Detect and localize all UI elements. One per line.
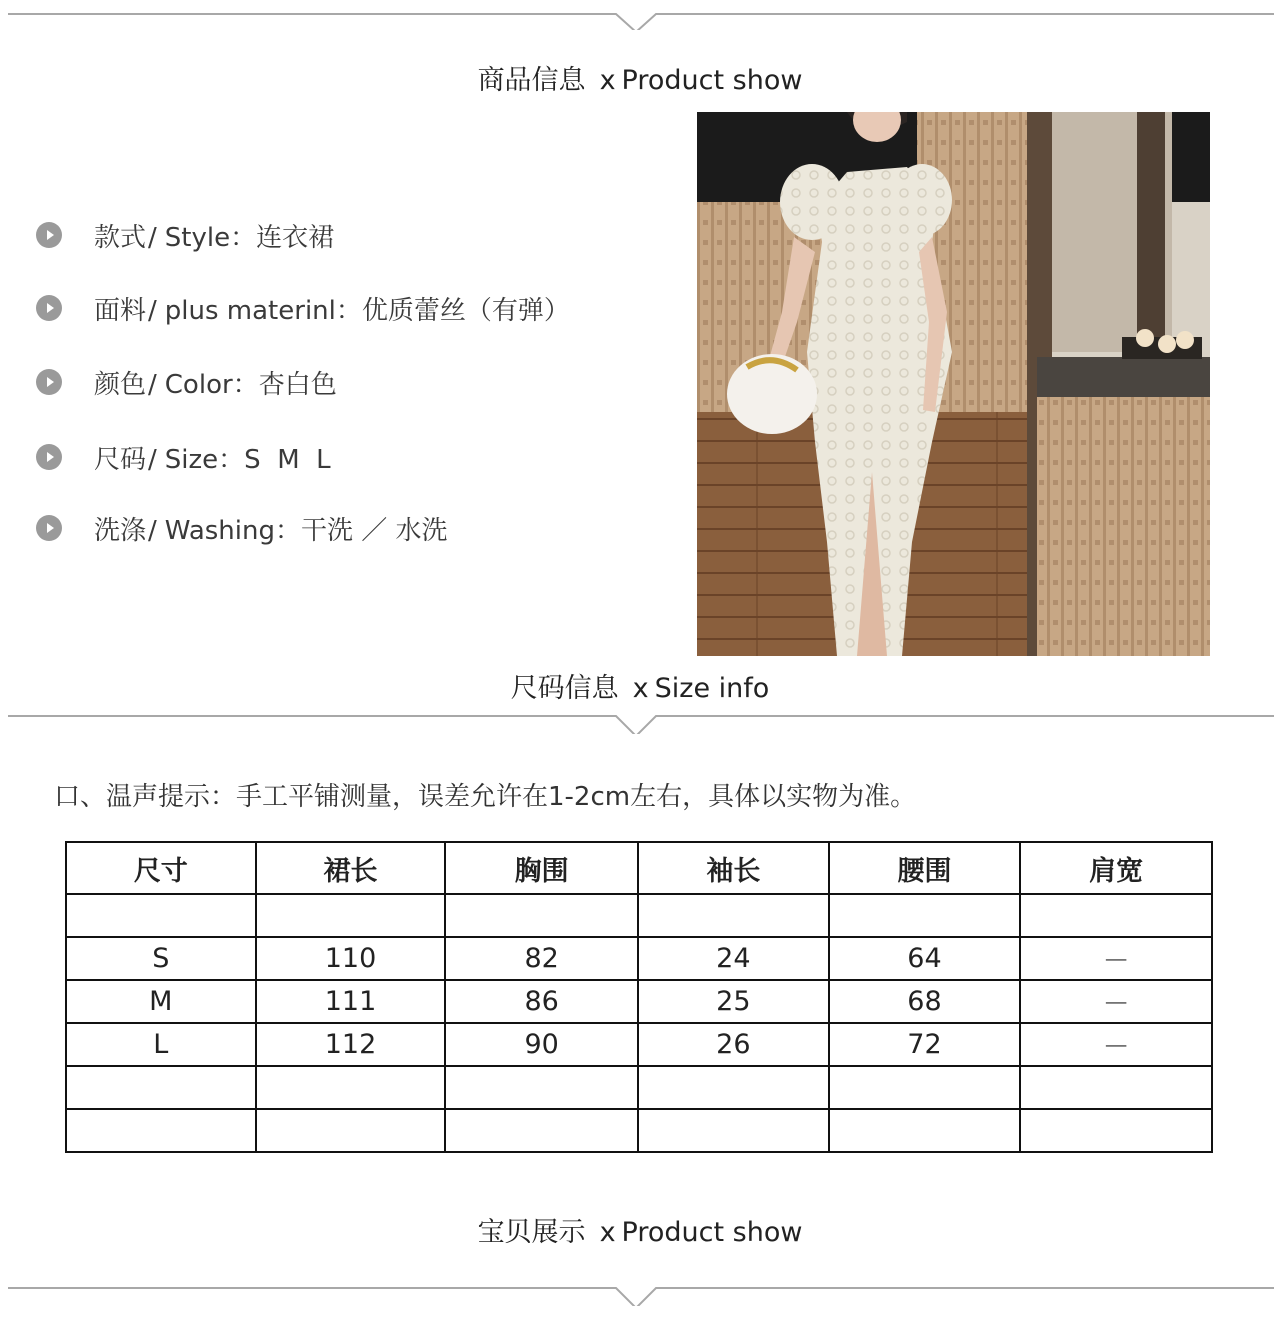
table-cell — [256, 1109, 446, 1152]
table-cell — [445, 894, 638, 937]
table-cell — [66, 894, 256, 937]
table-cell: 111 — [256, 980, 446, 1023]
table-cell — [638, 1109, 829, 1152]
table-cell: 64 — [829, 937, 1021, 980]
table-cell: 68 — [829, 980, 1021, 1023]
table-cell: 82 — [445, 937, 638, 980]
spec-item-material: 面料/ plus materinl：优质蕾丝（有弹） — [36, 288, 570, 328]
table-cell: 26 — [638, 1023, 829, 1066]
table-row — [66, 1023, 1212, 1066]
table-cell — [256, 1066, 446, 1109]
column-header: 胸围 — [445, 842, 638, 894]
table-row — [66, 980, 1212, 1023]
bullet-arrow-icon — [36, 295, 62, 321]
section-divider-top — [0, 0, 1280, 30]
bullet-arrow-icon — [36, 444, 62, 470]
measurement-note: 口、温声提示：手工平铺测量，误差允许在1-2cm左右，具体以实物为准。 — [54, 782, 917, 812]
table-cell: M — [66, 980, 256, 1023]
table-row — [66, 937, 1212, 980]
spec-item-washing: 洗涤/ Washing：干洗 ／ 水洗 — [36, 508, 448, 548]
table-cell: 86 — [445, 980, 638, 1023]
spec-item-style: 款式/ Style：连衣裙 — [36, 215, 334, 255]
table-cell: 110 — [256, 937, 446, 980]
section-divider-bottom — [0, 1276, 1280, 1306]
column-header: 裙长 — [256, 842, 446, 894]
bullet-arrow-icon — [36, 222, 62, 248]
column-header: 尺寸 — [66, 842, 256, 894]
table-cell: － — [1020, 937, 1212, 980]
table-cell: L — [66, 1023, 256, 1066]
table-cell — [66, 1066, 256, 1109]
column-header: 肩宽 — [1020, 842, 1212, 894]
table-cell: － — [1020, 980, 1212, 1023]
table-cell — [66, 1109, 256, 1152]
table-cell — [1020, 894, 1212, 937]
section-title-product-info: 商品信息 x Product show — [477, 65, 803, 96]
table-cell — [445, 1109, 638, 1152]
table-cell: 72 — [829, 1023, 1021, 1066]
column-header: 腰围 — [829, 842, 1021, 894]
column-header: 袖长 — [638, 842, 829, 894]
table-row — [66, 1109, 1212, 1152]
section-title-size-info: 尺码信息 x Size info — [510, 673, 770, 704]
table-cell — [638, 1066, 829, 1109]
bullet-arrow-icon — [36, 515, 62, 541]
table-cell — [1020, 1109, 1212, 1152]
table-cell: － — [1020, 1023, 1212, 1066]
table-row — [66, 894, 1212, 937]
table-header-row — [66, 842, 1212, 894]
table-cell: 90 — [445, 1023, 638, 1066]
table-cell: 25 — [638, 980, 829, 1023]
product-photo — [697, 112, 1210, 656]
section-divider-middle — [0, 704, 1280, 734]
table-cell: S — [66, 937, 256, 980]
table-cell — [445, 1066, 638, 1109]
size-table — [65, 841, 1213, 1153]
table-cell: 112 — [256, 1023, 446, 1066]
table-cell — [638, 894, 829, 937]
section-title-gallery: 宝贝展示 x Product show — [477, 1217, 803, 1248]
spec-item-size: 尺码/ Size：S M L — [36, 437, 331, 477]
bullet-arrow-icon — [36, 369, 62, 395]
table-cell — [829, 1109, 1021, 1152]
table-cell — [1020, 1066, 1212, 1109]
table-cell — [829, 894, 1021, 937]
spec-item-color: 颜色/ Color：杏白色 — [36, 362, 337, 402]
table-row — [66, 1066, 1212, 1109]
table-cell — [256, 894, 446, 937]
table-cell — [829, 1066, 1021, 1109]
table-cell: 24 — [638, 937, 829, 980]
